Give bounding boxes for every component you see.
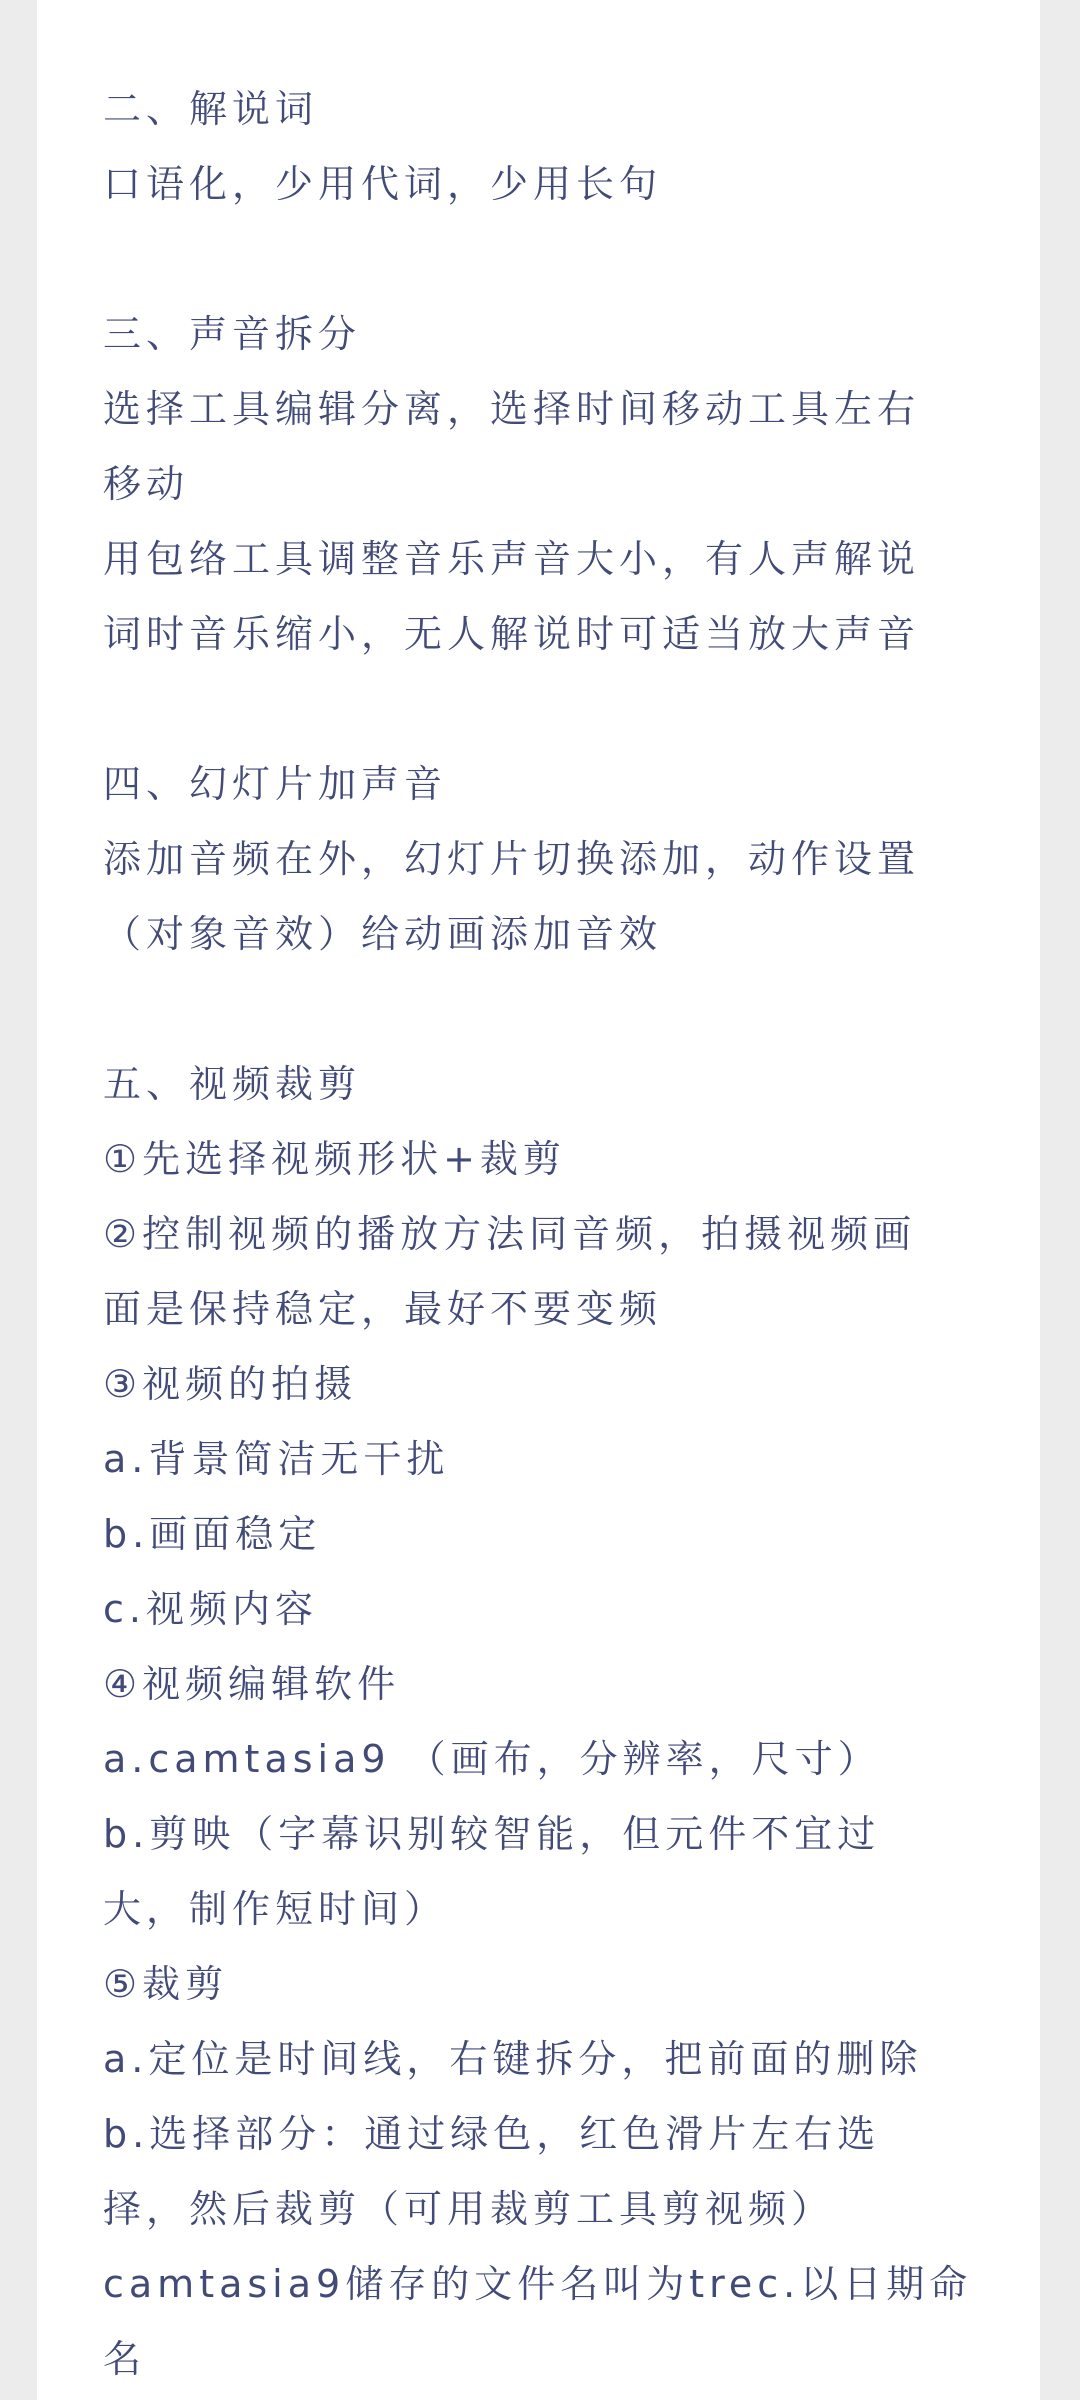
note-line: b.剪映（字幕识别较智能，但元件不宜过 bbox=[103, 1812, 881, 1856]
note-line: 用包络工具调整音乐声音大小，有人声解说 bbox=[103, 537, 921, 581]
note-line: a.背景简洁无干扰 bbox=[103, 1437, 450, 1481]
note-line: b.画面稳定 bbox=[103, 1512, 322, 1556]
section-heading-narration: 二、解说词 bbox=[103, 87, 319, 131]
note-line: b.选择部分：通过绿色，红色滑片左右选 bbox=[103, 2112, 881, 2156]
note-line: ⑤裁剪 bbox=[103, 1962, 229, 2006]
note-line: （对象音效）给动画添加音效 bbox=[103, 912, 663, 956]
note-line: camtasia9储存的文件名叫为trec.以日期命 bbox=[103, 2262, 973, 2306]
note-line: ①先选择视频形状+裁剪 bbox=[103, 1137, 566, 1181]
section-heading-slide-audio: 四、幻灯片加声音 bbox=[103, 762, 448, 806]
note-line: 大，制作短时间） bbox=[103, 1887, 448, 1931]
note-line: 择，然后裁剪（可用裁剪工具剪视频） bbox=[103, 2187, 835, 2231]
note-line: 面是保持稳定，最好不要变频 bbox=[103, 1287, 663, 1331]
section-heading-video-crop: 五、视频裁剪 bbox=[103, 1062, 362, 1106]
section-heading-audio-split: 三、声音拆分 bbox=[103, 312, 362, 356]
blank-line bbox=[103, 222, 1003, 297]
blank-line bbox=[103, 672, 1003, 747]
note-line: 移动 bbox=[103, 462, 190, 506]
note-line: 选择工具编辑分离，选择时间移动工具左右 bbox=[103, 387, 921, 431]
note-line: 名 bbox=[103, 2337, 147, 2381]
note-line: c.视频内容 bbox=[103, 1587, 318, 1631]
note-line: ②控制视频的播放方法同音频，拍摄视频画 bbox=[103, 1212, 917, 1256]
blank-line bbox=[103, 972, 1003, 1047]
note-line: a.定位是时间线，右键拆分，把前面的删除 bbox=[103, 2037, 923, 2081]
note-page bbox=[37, 0, 1040, 2400]
note-line: ③视频的拍摄 bbox=[103, 1362, 358, 1406]
note-line: 口语化，少用代词，少用长句 bbox=[103, 162, 663, 206]
note-line: 词时音乐缩小，无人解说时可适当放大声音 bbox=[103, 612, 921, 656]
note-content bbox=[103, 72, 1003, 2397]
note-line: ④视频编辑软件 bbox=[103, 1662, 401, 1706]
note-line: a.camtasia9 （画布，分辨率，尺寸） bbox=[103, 1737, 881, 1781]
note-line: 添加音频在外，幻灯片切换添加，动作设置 bbox=[103, 837, 921, 881]
